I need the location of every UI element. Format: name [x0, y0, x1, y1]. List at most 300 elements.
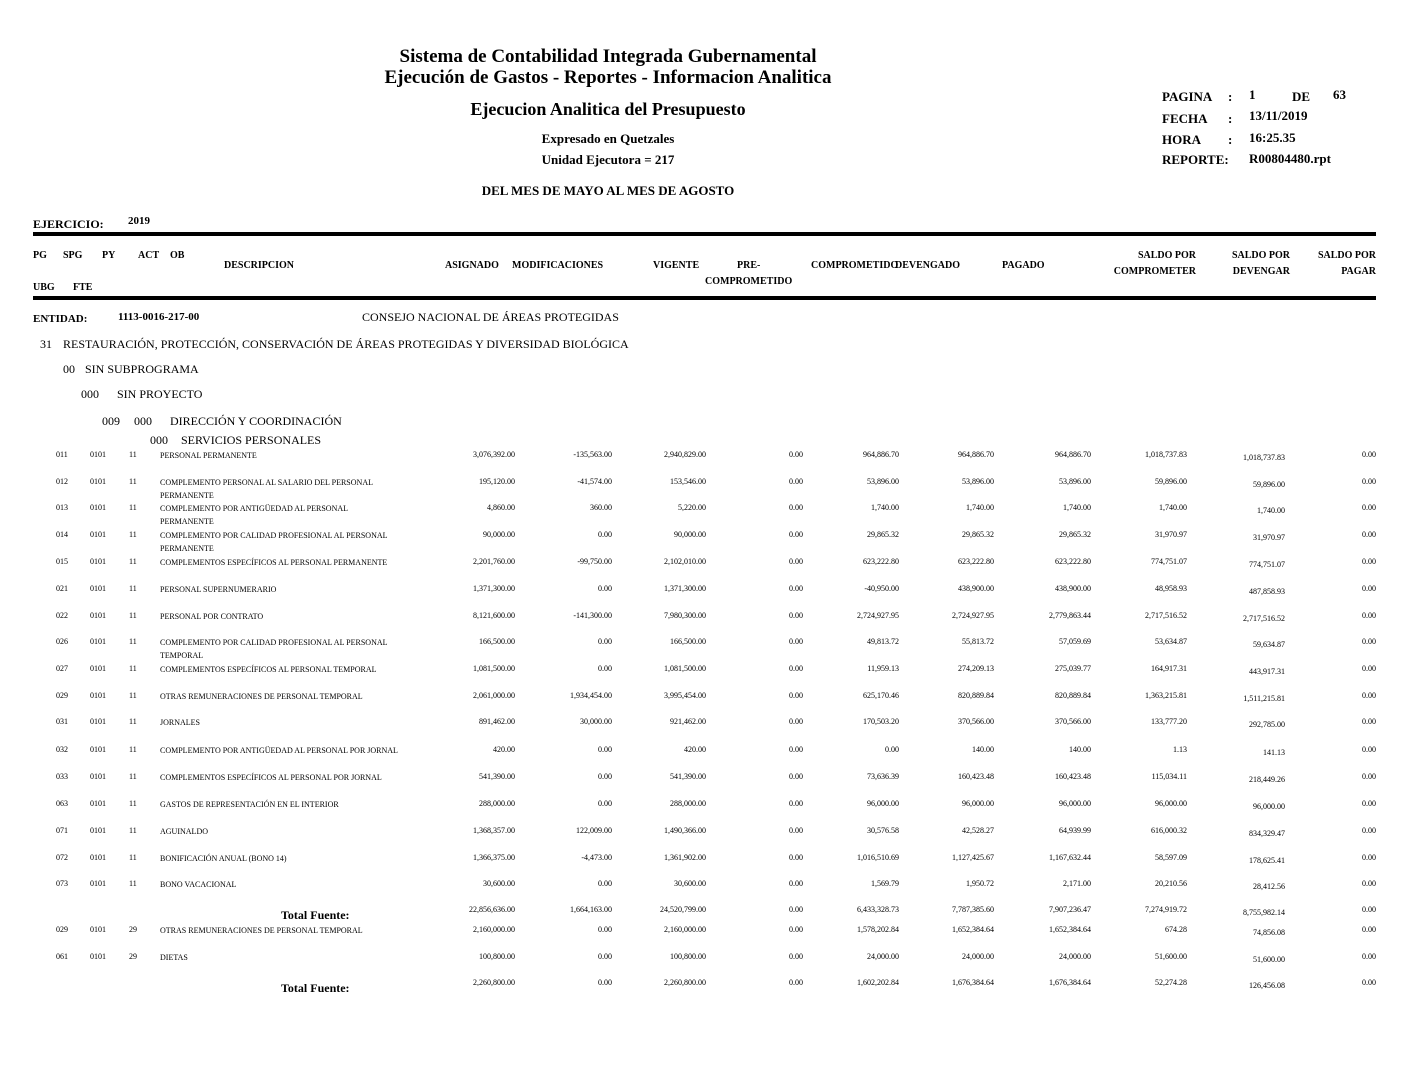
row-description: PERSONAL SUPERNUMERARIO	[160, 585, 277, 594]
devengado-cell: 820,889.84	[958, 691, 994, 700]
comprometido-cell: 1,740.00	[871, 503, 899, 512]
ubg-code: 0101	[90, 799, 106, 808]
activity-name: DIRECCIÓN Y COORDINACIÓN	[170, 414, 342, 428]
devengado-cell: 1,652,384.64	[952, 925, 994, 934]
s-devengar-cell: 8,755,982.14	[1243, 908, 1285, 917]
pagado-cell: 160,423.48	[1055, 772, 1091, 781]
row-description: BONIFICACIÓN ANUAL (BONO 14)	[160, 854, 287, 863]
precomprometido-cell: 0.00	[789, 637, 803, 646]
vigente-cell: 2,260,800.00	[664, 978, 706, 987]
row-description: PERSONAL PERMANENTE	[160, 451, 257, 460]
s-devengar-cell: 1,740.00	[1257, 506, 1285, 515]
object-code: 031	[56, 717, 68, 726]
col-precomprometido-1: PRE-	[737, 260, 761, 271]
fte-code: 11	[129, 557, 137, 566]
module-title: Ejecución de Gastos - Reportes - Informacion Analitica	[384, 67, 832, 88]
col-act: ACT	[138, 250, 160, 261]
s-comprometer-cell: 51,600.00	[1155, 952, 1187, 961]
ubg-code: 0101	[90, 557, 106, 566]
modificaciones-cell: 0.00	[598, 799, 612, 808]
devengado-cell: 53,896.00	[962, 477, 994, 486]
fte-code: 11	[129, 772, 137, 781]
s-pagar-cell: 0.00	[1362, 584, 1376, 593]
col-precomprometido-2: COMPROMETIDO	[705, 276, 793, 287]
s-devengar-cell: 2,717,516.52	[1243, 614, 1285, 623]
comprometido-cell: 24,000.00	[867, 952, 899, 961]
modificaciones-cell: 1,934,454.00	[570, 691, 612, 700]
time-colon: :	[1228, 132, 1233, 147]
precomprometido-cell: 0.00	[789, 978, 803, 987]
fte-code: 11	[129, 664, 137, 673]
ubg-code: 0101	[90, 611, 106, 620]
row-description: OTRAS REMUNERACIONES DE PERSONAL TEMPORAL	[160, 926, 363, 935]
devengado-cell: 438,900.00	[958, 584, 994, 593]
col-spg: SPG	[63, 250, 83, 261]
object-code: 015	[56, 557, 68, 566]
vigente-cell: 541,390.00	[670, 772, 706, 781]
fte-code: 11	[129, 450, 137, 459]
modificaciones-cell: 0.00	[598, 745, 612, 754]
s-comprometer-cell: 7,274,919.72	[1145, 905, 1187, 914]
asignado-cell: 2,160,000.00	[473, 925, 515, 934]
object-code: 029	[56, 925, 68, 934]
pagado-cell: 820,889.84	[1055, 691, 1091, 700]
object-code: 026	[56, 637, 68, 646]
total-fuente-label: Total Fuente:	[281, 908, 350, 922]
modificaciones-cell: 0.00	[598, 952, 612, 961]
page-total: 63	[1333, 87, 1346, 102]
vigente-cell: 100,800.00	[670, 952, 706, 961]
asignado-cell: 3,076,392.00	[473, 450, 515, 459]
comprometido-cell: 96,000.00	[867, 799, 899, 808]
precomprometido-cell: 0.00	[789, 799, 803, 808]
asignado-cell: 1,081,500.00	[473, 664, 515, 673]
pagado-cell: 2,171.00	[1063, 879, 1091, 888]
comprometido-cell: 30,576.58	[867, 826, 899, 835]
s-comprometer-cell: 133,777.20	[1151, 717, 1187, 726]
asignado-cell: 22,856,636.00	[469, 905, 515, 914]
fte-code: 11	[129, 745, 137, 754]
col-modificaciones: MODIFICACIONES	[512, 260, 604, 271]
row-description: COMPLEMENTO PERSONAL AL SALARIO DEL PERSONAL PERMANENTE	[160, 478, 373, 500]
s-pagar-cell: 0.00	[1362, 745, 1376, 754]
ubg-code: 0101	[90, 503, 106, 512]
comprometido-cell: 53,896.00	[867, 477, 899, 486]
precomprometido-cell: 0.00	[789, 584, 803, 593]
pagado-cell: 96,000.00	[1059, 799, 1091, 808]
s-comprometer-cell: 2,717,516.52	[1145, 611, 1187, 620]
devengado-cell: 160,423.48	[958, 772, 994, 781]
vigente-cell: 1,371,300.00	[664, 584, 706, 593]
asignado-cell: 1,366,375.00	[473, 853, 515, 862]
entity-label: ENTIDAD:	[33, 313, 88, 325]
comprometido-cell: 1,569.79	[871, 879, 899, 888]
comprometido-cell: 964,886.70	[863, 450, 899, 459]
precomprometido-cell: 0.00	[789, 477, 803, 486]
object-code: 033	[56, 772, 68, 781]
s-pagar-cell: 0.00	[1362, 717, 1376, 726]
s-pagar-cell: 0.00	[1362, 952, 1376, 961]
comprometido-cell: 1,016,510.69	[857, 853, 899, 862]
ubg-code: 0101	[90, 664, 106, 673]
col-descripcion: DESCRIPCION	[224, 260, 295, 271]
ubg-code: 0101	[90, 477, 106, 486]
pagado-cell: 7,907,236.47	[1049, 905, 1091, 914]
total-fuente-label: Total Fuente:	[281, 981, 350, 995]
ubg-code: 0101	[90, 745, 106, 754]
row-description: PERSONAL POR CONTRATO	[160, 612, 264, 621]
ubg-code: 0101	[90, 530, 106, 539]
exercise-label: EJERCICIO:	[33, 217, 104, 231]
comprometido-cell: 11,959.13	[867, 664, 899, 673]
fte-code: 11	[129, 853, 137, 862]
system-title: Sistema de Contabilidad Integrada Gubernamental	[399, 46, 817, 67]
col-saldo-comprometer-1: SALDO POR	[1137, 250, 1196, 261]
precomprometido-cell: 0.00	[789, 772, 803, 781]
row-description: GASTOS DE REPRESENTACIÓN EN EL INTERIOR	[160, 800, 339, 809]
fte-code: 11	[129, 477, 137, 486]
s-pagar-cell: 0.00	[1362, 826, 1376, 835]
entity-code: 1113-0016-217-00	[118, 311, 200, 323]
comprometido-cell: 73,636.39	[867, 772, 899, 781]
fte-code: 11	[129, 637, 137, 646]
ubg-code: 0101	[90, 826, 106, 835]
row-description: COMPLEMENTO POR CALIDAD PROFESIONAL AL PERSONAL TEMPORAL	[160, 638, 388, 660]
program-code: 31	[40, 337, 52, 351]
row-description: COMPLEMENTOS ESPECÍFICOS AL PERSONAL TEMPORAL	[160, 665, 377, 674]
precomprometido-cell: 0.00	[789, 691, 803, 700]
fte-code: 11	[129, 826, 137, 835]
row-description: COMPLEMENTO POR CALIDAD PROFESIONAL AL PERSONAL PERMANENTE	[160, 531, 388, 553]
modificaciones-cell: 0.00	[598, 772, 612, 781]
object-code: 011	[56, 450, 68, 459]
comprometido-cell: 2,724,927.95	[857, 611, 899, 620]
object-code: 029	[56, 691, 68, 700]
modificaciones-cell: 0.00	[598, 584, 612, 593]
report-period: DEL MES DE MAYO AL MES DE AGOSTO	[481, 183, 735, 198]
ubg-code: 0101	[90, 450, 106, 459]
devengado-cell: 370,566.00	[958, 717, 994, 726]
asignado-cell: 90,000.00	[483, 530, 515, 539]
of-label: DE	[1292, 89, 1311, 104]
vigente-cell: 420.00	[684, 745, 706, 754]
asignado-cell: 8,121,600.00	[473, 611, 515, 620]
modificaciones-cell: 0.00	[598, 530, 612, 539]
fte-code: 11	[129, 691, 137, 700]
pagado-cell: 140.00	[1069, 745, 1091, 754]
fte-code: 29	[129, 952, 137, 961]
s-devengar-cell: 51,600.00	[1253, 955, 1285, 964]
s-pagar-cell: 0.00	[1362, 799, 1376, 808]
modificaciones-cell: -141,300.00	[573, 611, 612, 620]
vigente-cell: 2,102,010.00	[664, 557, 706, 566]
s-devengar-cell: 774,751.07	[1249, 560, 1285, 569]
ubg-code: 0101	[90, 925, 106, 934]
fte-code: 11	[129, 879, 137, 888]
fte-code: 11	[129, 611, 137, 620]
s-pagar-cell: 0.00	[1362, 637, 1376, 646]
pagado-cell: 438,900.00	[1055, 584, 1091, 593]
fte-code: 29	[129, 925, 137, 934]
pagado-cell: 24,000.00	[1059, 952, 1091, 961]
asignado-cell: 2,201,760.00	[473, 557, 515, 566]
s-devengar-cell: 141.13	[1263, 748, 1285, 757]
col-saldo-pagar-1: SALDO POR	[1317, 250, 1376, 261]
s-pagar-cell: 0.00	[1362, 450, 1376, 459]
s-devengar-cell: 834,329.47	[1249, 829, 1285, 838]
precomprometido-cell: 0.00	[789, 826, 803, 835]
pagado-cell: 57,059.69	[1059, 637, 1091, 646]
vigente-cell: 5,220.00	[678, 503, 706, 512]
header-divider-bottom	[33, 296, 1376, 300]
precomprometido-cell: 0.00	[789, 611, 803, 620]
report-title: Ejecucion Analitica del Presupuesto	[470, 99, 746, 119]
exercise-value: 2019	[128, 215, 150, 227]
page-value: 1	[1249, 87, 1256, 102]
pagado-cell: 370,566.00	[1055, 717, 1091, 726]
s-comprometer-cell: 52,274.28	[1155, 978, 1187, 987]
precomprometido-cell: 0.00	[789, 905, 803, 914]
row-description: DIETAS	[160, 953, 188, 962]
s-pagar-cell: 0.00	[1362, 978, 1376, 987]
modificaciones-cell: -135,563.00	[573, 450, 612, 459]
date-colon: :	[1228, 111, 1233, 126]
fte-code: 11	[129, 799, 137, 808]
page-label: PAGINA	[1162, 89, 1213, 104]
entity-name: CONSEJO NACIONAL DE ÁREAS PROTEGIDAS	[362, 310, 619, 324]
object-code: 027	[56, 664, 68, 673]
program-name: RESTAURACIÓN, PROTECCIÓN, CONSERVACIÓN DE ÁREAS PROTEGIDAS Y DIVERSIDAD BIOLÓGICA	[63, 337, 629, 351]
s-devengar-cell: 96,000.00	[1253, 802, 1285, 811]
object-code: 072	[56, 853, 68, 862]
object-code: 073	[56, 879, 68, 888]
vigente-cell: 2,160,000.00	[664, 925, 706, 934]
s-pagar-cell: 0.00	[1362, 772, 1376, 781]
s-comprometer-cell: 1,363,215.81	[1145, 691, 1187, 700]
pagado-cell: 1,740.00	[1063, 503, 1091, 512]
col-saldo-devengar-2: DEVENGAR	[1232, 266, 1290, 277]
pagado-cell: 53,896.00	[1059, 477, 1091, 486]
s-pagar-cell: 0.00	[1362, 611, 1376, 620]
comprometido-cell: 6,433,328.73	[857, 905, 899, 914]
ubg-code: 0101	[90, 584, 106, 593]
s-pagar-cell: 0.00	[1362, 879, 1376, 888]
devengado-cell: 1,740.00	[966, 503, 994, 512]
report-label: REPORTE:	[1162, 152, 1229, 167]
vigente-cell: 921,462.00	[670, 717, 706, 726]
comprometido-cell: 170,503.20	[863, 717, 899, 726]
fte-code: 11	[129, 584, 137, 593]
fte-code: 11	[129, 717, 137, 726]
asignado-cell: 891,462.00	[479, 717, 515, 726]
modificaciones-cell: 0.00	[598, 637, 612, 646]
date-value: 13/11/2019	[1249, 108, 1308, 123]
s-comprometer-cell: 59,896.00	[1155, 477, 1187, 486]
row-description: COMPLEMENTOS ESPECÍFICOS AL PERSONAL POR JORNAL	[160, 773, 382, 782]
comprometido-cell: 1,578,202.84	[857, 925, 899, 934]
s-devengar-cell: 218,449.26	[1249, 775, 1285, 784]
s-comprometer-cell: 48,958.93	[1155, 584, 1187, 593]
s-pagar-cell: 0.00	[1362, 503, 1376, 512]
vigente-cell: 30,600.00	[674, 879, 706, 888]
modificaciones-cell: 0.00	[598, 925, 612, 934]
object-code: 012	[56, 477, 68, 486]
s-comprometer-cell: 96,000.00	[1155, 799, 1187, 808]
s-comprometer-cell: 1,018,737.83	[1145, 450, 1187, 459]
asignado-cell: 288,000.00	[479, 799, 515, 808]
precomprometido-cell: 0.00	[789, 853, 803, 862]
vigente-cell: 24,520,799.00	[660, 905, 706, 914]
time-label: HORA	[1162, 132, 1201, 147]
asignado-cell: 100,800.00	[479, 952, 515, 961]
object-code: 032	[56, 745, 68, 754]
row-description: COMPLEMENTO POR ANTIGÜEDAD AL PERSONAL POR JORNAL	[160, 746, 398, 755]
col-ubg: UBG	[33, 282, 55, 293]
ubg-code: 0101	[90, 717, 106, 726]
s-comprometer-cell: 164,917.31	[1151, 664, 1187, 673]
report-value: R00804480.rpt	[1249, 151, 1331, 166]
vigente-cell: 2,940,829.00	[664, 450, 706, 459]
pagado-cell: 964,886.70	[1055, 450, 1091, 459]
col-comprometido: COMPROMETIDO	[811, 260, 899, 271]
pagado-cell: 29,865.32	[1059, 530, 1091, 539]
s-devengar-cell: 74,856.08	[1253, 928, 1285, 937]
col-vigente: VIGENTE	[653, 260, 700, 271]
devengado-cell: 274,209.13	[958, 664, 994, 673]
asignado-cell: 1,371,300.00	[473, 584, 515, 593]
asignado-cell: 4,860.00	[487, 503, 515, 512]
s-comprometer-cell: 115,034.11	[1151, 772, 1187, 781]
modificaciones-cell: 0.00	[598, 978, 612, 987]
activity-code-2: 000	[134, 414, 152, 428]
comprometido-cell: 29,865.32	[867, 530, 899, 539]
s-devengar-cell: 59,634.87	[1253, 640, 1285, 649]
row-description: AGUINALDO	[160, 827, 208, 836]
fte-code: 11	[129, 530, 137, 539]
s-comprometer-cell: 774,751.07	[1151, 557, 1187, 566]
asignado-cell: 2,260,800.00	[473, 978, 515, 987]
modificaciones-cell: 0.00	[598, 879, 612, 888]
s-devengar-cell: 59,896.00	[1253, 480, 1285, 489]
s-devengar-cell: 31,970.97	[1253, 533, 1285, 542]
ubg-code: 0101	[90, 879, 106, 888]
vigente-cell: 3,995,454.00	[664, 691, 706, 700]
s-devengar-cell: 292,785.00	[1249, 720, 1285, 729]
s-comprometer-cell: 20,210.56	[1155, 879, 1187, 888]
precomprometido-cell: 0.00	[789, 745, 803, 754]
object-code: 071	[56, 826, 68, 835]
group-code: 000	[150, 433, 168, 447]
precomprometido-cell: 0.00	[789, 717, 803, 726]
ubg-code: 0101	[90, 772, 106, 781]
vigente-cell: 1,081,500.00	[664, 664, 706, 673]
precomprometido-cell: 0.00	[789, 503, 803, 512]
precomprometido-cell: 0.00	[789, 557, 803, 566]
devengado-cell: 24,000.00	[962, 952, 994, 961]
subprogram-name: SIN SUBPROGRAMA	[85, 362, 199, 376]
group-name: SERVICIOS PERSONALES	[181, 433, 322, 447]
s-comprometer-cell: 53,634.87	[1155, 637, 1187, 646]
object-code: 061	[56, 952, 68, 961]
asignado-cell: 2,061,000.00	[473, 691, 515, 700]
asignado-cell: 166,500.00	[479, 637, 515, 646]
precomprometido-cell: 0.00	[789, 664, 803, 673]
asignado-cell: 30,600.00	[483, 879, 515, 888]
precomprometido-cell: 0.00	[789, 925, 803, 934]
executing-unit: Unidad Ejecutora = 217	[541, 152, 675, 167]
modificaciones-cell: 0.00	[598, 664, 612, 673]
object-code: 021	[56, 584, 68, 593]
currency-note: Expresado en Quetzales	[541, 131, 675, 146]
devengado-cell: 42,528.27	[962, 826, 994, 835]
devengado-cell: 96,000.00	[962, 799, 994, 808]
vigente-cell: 7,980,300.00	[664, 611, 706, 620]
asignado-cell: 1,368,357.00	[473, 826, 515, 835]
s-devengar-cell: 28,412.56	[1253, 882, 1285, 891]
vigente-cell: 153,546.00	[670, 477, 706, 486]
modificaciones-cell: 122,009.00	[576, 826, 612, 835]
pagado-cell: 2,779,863.44	[1049, 611, 1091, 620]
subprogram-code: 00	[63, 362, 75, 376]
pagado-cell: 623,222.80	[1055, 557, 1091, 566]
ubg-code: 0101	[90, 853, 106, 862]
col-saldo-devengar-1: SALDO POR	[1231, 250, 1290, 261]
vigente-cell: 90,000.00	[674, 530, 706, 539]
s-devengar-cell: 443,917.31	[1249, 667, 1285, 676]
ubg-code: 0101	[90, 952, 106, 961]
modificaciones-cell: 30,000.00	[580, 717, 612, 726]
devengado-cell: 2,724,927.95	[952, 611, 994, 620]
col-pagado: PAGADO	[1002, 260, 1045, 271]
devengado-cell: 140.00	[972, 745, 994, 754]
s-pagar-cell: 0.00	[1362, 691, 1376, 700]
s-pagar-cell: 0.00	[1362, 477, 1376, 486]
modificaciones-cell: -4,473.00	[581, 853, 612, 862]
precomprometido-cell: 0.00	[789, 530, 803, 539]
precomprometido-cell: 0.00	[789, 879, 803, 888]
s-comprometer-cell: 674.28	[1165, 925, 1187, 934]
ubg-code: 0101	[90, 637, 106, 646]
object-code: 014	[56, 530, 68, 539]
header-divider-top	[33, 232, 1376, 236]
col-pg: PG	[33, 250, 47, 261]
project-name: SIN PROYECTO	[117, 387, 203, 401]
s-pagar-cell: 0.00	[1362, 925, 1376, 934]
vigente-cell: 166,500.00	[670, 637, 706, 646]
precomprometido-cell: 0.00	[789, 450, 803, 459]
time-value: 16:25.35	[1249, 130, 1296, 145]
pagado-cell: 1,167,632.44	[1049, 853, 1091, 862]
comprometido-cell: 49,813.72	[867, 637, 899, 646]
s-comprometer-cell: 1.13	[1173, 745, 1187, 754]
row-description: COMPLEMENTO POR ANTIGÜEDAD AL PERSONAL PERMANENTE	[160, 504, 348, 526]
s-devengar-cell: 178,625.41	[1249, 856, 1285, 865]
s-pagar-cell: 0.00	[1362, 530, 1376, 539]
fte-code: 11	[129, 503, 137, 512]
row-description: BONO VACACIONAL	[160, 880, 237, 889]
project-code: 000	[81, 387, 99, 401]
devengado-cell: 1,127,425.67	[952, 853, 994, 862]
row-description: OTRAS REMUNERACIONES DE PERSONAL TEMPORAL	[160, 692, 363, 701]
col-ob: OB	[170, 250, 185, 261]
devengado-cell: 964,886.70	[958, 450, 994, 459]
col-fte: FTE	[73, 282, 93, 293]
vigente-cell: 288,000.00	[670, 799, 706, 808]
s-pagar-cell: 0.00	[1362, 905, 1376, 914]
pagado-cell: 64,939.99	[1059, 826, 1091, 835]
modificaciones-cell: -41,574.00	[577, 477, 612, 486]
devengado-cell: 1,950.72	[966, 879, 994, 888]
